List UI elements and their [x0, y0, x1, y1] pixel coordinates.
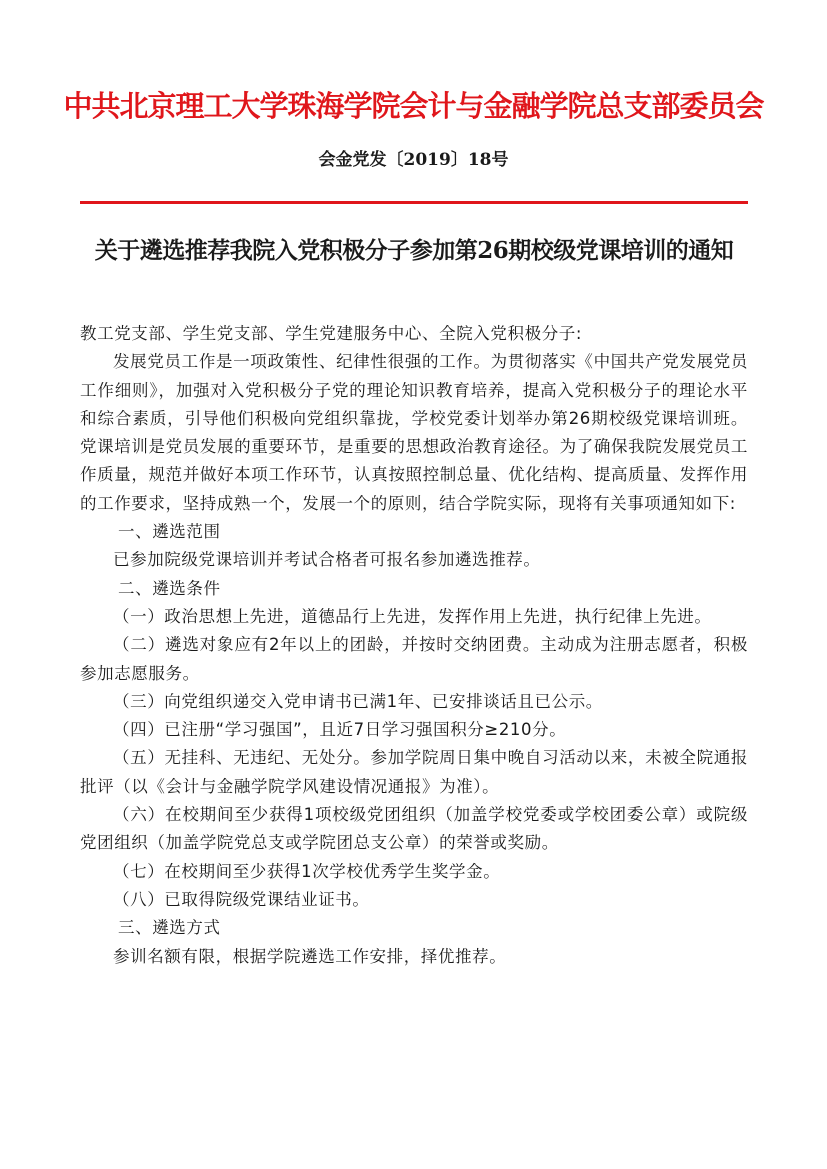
intro-paragraph: 发展党员工作是一项政策性、纪律性很强的工作。为贯彻落实《中国共产党发展党员工作细则》，加强对入党积极分子党的理论知识教育培养，提高入党积极分子的理论水平和综合素质，引导他们积极向党组织靠拢，学校党委计划举办第26期校级党课培训班。党课培训是党员发展的重要环节，是重要的思想政治教育途径。为了确保我院发展党员工作质量，规范并做好本项工作环节，认真按照控制总量、优化结构、提高质量、发挥作用的工作要求，坚持成熟一个，发展一个的原则，结合学院实际，现将有关事项通知如下:	[80, 352, 748, 513]
section-heading-conditions: 二、遴选条件	[118, 578, 221, 598]
document-number: 会金党发〔2019〕18号	[318, 150, 509, 170]
section-heading-method: 三、遴选方式	[118, 918, 221, 938]
document-title: 关于遴选推荐我院入党积极分子参加第26期校级党课培训的通知	[94, 237, 734, 264]
document-body	[80, 320, 748, 971]
scope-item: 已参加院级党课培训并考试合格者可报名参加遴选推荐。	[113, 550, 541, 570]
red-divider-line	[80, 201, 748, 204]
section-heading-scope: 一、遴选范围	[118, 522, 221, 542]
condition-item-7: （七）在校期间至少获得1次学校优秀学生奖学金。	[113, 861, 501, 881]
condition-item-3: （三）向党组织递交入党申请书已满1年、已安排谈话且已公示。	[113, 691, 603, 711]
condition-item-5: （五）无挂科、无违纪、无处分。参加学院周日集中晚自习活动以来，未被全院通报批评（以《会计与金融学院学风建设情况通报》为准）。	[80, 748, 748, 796]
org-header: 中共北京理工大学珠海学院会计与金融学院总支部委员会	[63, 89, 764, 123]
condition-item-8: （八）已取得院级党课结业证书。	[113, 889, 370, 909]
salutation: 教工党支部、学生党支部、学生党建服务中心、全院入党积极分子:	[80, 324, 583, 343]
condition-item-1: （一）政治思想上先进，道德品行上先进，发挥作用上先进，执行纪律上先进。	[113, 606, 712, 626]
condition-item-4: （四）已注册“学习强国”，且近7日学习强国积分≥210分。	[113, 720, 567, 740]
condition-item-6: （六）在校期间至少获得1项校级党团组织（加盖学校党委或学校团委公章）或院级党团组织（加盖学院党总支或学院团总支公章）的荣誉或奖励。	[80, 805, 748, 853]
method-item: 参训名额有限，根据学院遴选工作安排，择优推荐。	[113, 946, 507, 966]
condition-item-2: （二）遴选对象应有2年以上的团龄，并按时交纳团费。主动成为注册志愿者，积极参加志愿服务。	[80, 635, 748, 683]
